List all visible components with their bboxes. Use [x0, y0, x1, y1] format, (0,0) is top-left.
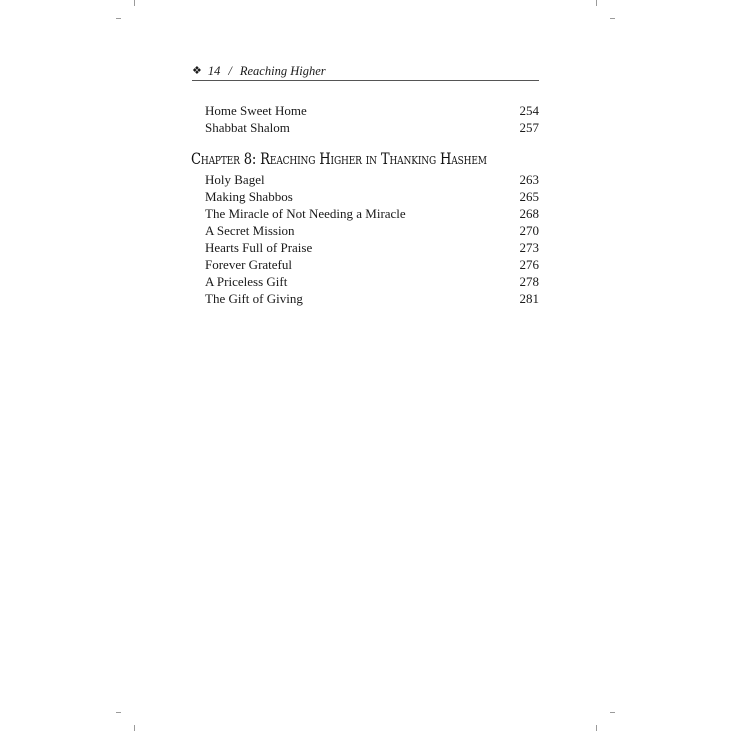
toc-entry-title: Home Sweet Home — [205, 103, 307, 118]
toc-entry — [205, 256, 539, 273]
crop-mark-top-right — [596, 0, 597, 6]
toc-entry-page: 263 — [519, 172, 539, 187]
ornament-icon: ❖ — [192, 64, 202, 77]
toc-entry — [205, 290, 539, 307]
crop-mark-top-right-h — [610, 18, 615, 19]
crop-mark-top-left — [134, 0, 135, 6]
toc-entry-title: Shabbat Shalom — [205, 120, 290, 135]
toc-entry-title: The Gift of Giving — [205, 291, 303, 306]
toc-entry-page: 257 — [519, 120, 539, 135]
toc-entry-page: 278 — [519, 274, 539, 289]
toc-entry-page: 254 — [519, 103, 539, 118]
toc-entry-title: A Priceless Gift — [205, 274, 288, 289]
toc-entry-page: 281 — [519, 291, 539, 306]
toc-entry-page: 268 — [519, 206, 539, 221]
toc-entry-title: The Miracle of Not Needing a Miracle — [205, 206, 406, 221]
crop-mark-bottom-right-h — [610, 712, 615, 713]
toc-entry — [205, 102, 539, 119]
crop-mark-bottom-left-h — [116, 712, 121, 713]
toc-entry — [205, 222, 539, 239]
toc-entry-page: 270 — [519, 223, 539, 238]
toc-entry-title: Making Shabbos — [205, 189, 293, 204]
header-separator: / — [228, 63, 232, 78]
toc-entry — [205, 188, 539, 205]
previous-entries-list — [205, 102, 539, 136]
page-number: 14 — [207, 63, 221, 78]
toc-entry — [205, 239, 539, 256]
toc-entry — [205, 205, 539, 222]
toc-entry-title: Hearts Full of Praise — [205, 240, 313, 255]
toc-entry-title: Holy Bagel — [205, 172, 265, 187]
crop-mark-bottom-left — [134, 725, 135, 731]
chapter-heading: Chapter 8: Reaching Higher in Thanking Hashem — [191, 149, 487, 168]
toc-entry-title: Forever Grateful — [205, 257, 292, 272]
toc-entry-title: A Secret Mission — [205, 223, 295, 238]
toc-entry-page: 265 — [519, 189, 539, 204]
toc-entry — [205, 273, 539, 290]
toc-entry — [205, 119, 539, 136]
toc-entry-page: 273 — [519, 240, 539, 255]
crop-mark-top-left-h — [116, 18, 121, 19]
crop-mark-bottom-right — [596, 725, 597, 731]
chapter-entries-list — [205, 171, 539, 307]
running-head — [192, 62, 539, 81]
toc-entry-page: 276 — [519, 257, 539, 272]
book-title: Reaching Higher — [239, 63, 326, 78]
toc-entry — [205, 171, 539, 188]
